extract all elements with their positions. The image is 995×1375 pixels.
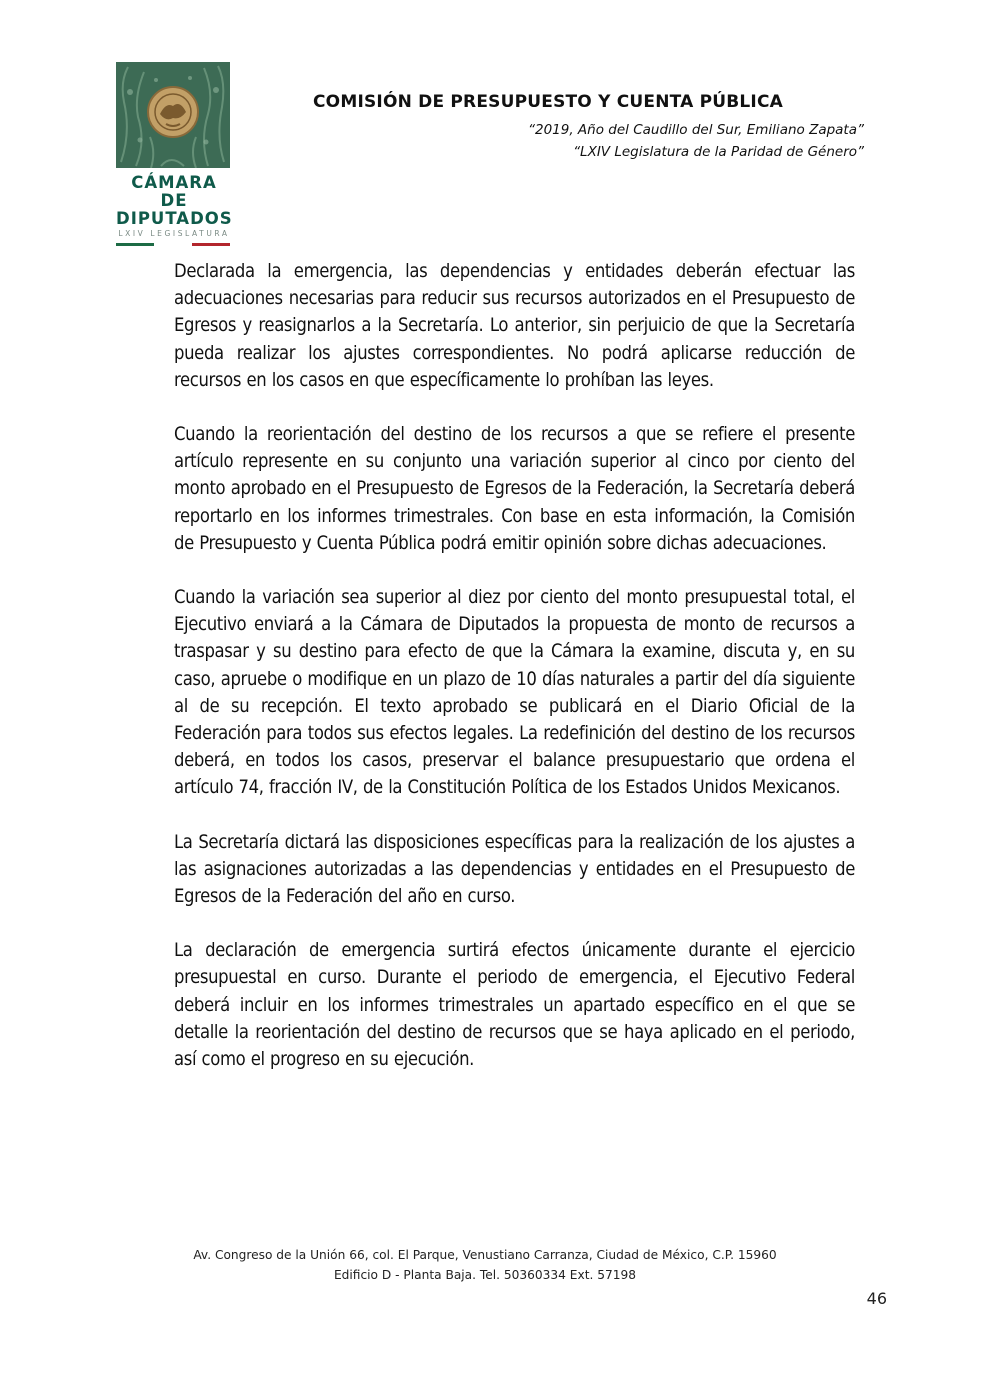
logo-name-line-1: CÁMARA DE <box>131 173 217 210</box>
chamber-logo <box>116 62 232 246</box>
document-body <box>174 258 855 1100</box>
footer-address-line-2: Edificio D - Planta Baja. Tel. 50360334 Ext. 57198 <box>333 1268 637 1282</box>
logo-subtitle: LXIV LEGISLATURA <box>118 229 230 238</box>
footer-address <box>150 1245 820 1285</box>
page-number: 46 <box>866 1289 887 1308</box>
paragraph: Cuando la variación sea superior al diez por ciento del monto presupuestal total, el Ejecutivo enviará a la Cámara de Diputados la propuesta de monto de recursos a traspasar y su destino para efecto de que la Cámara la examine, discuta y, en su caso, apruebe o modifique en un plazo de 10 días naturales a partir del día siguiente al de su recepción. El texto aprobado se publicará en el Diario Oficial de la Federación para todos sus efectos legales. La redefinición del destino de los recursos deberá, en todos los casos, preservar el balance presupuestario que ordena el artículo 74, fracción IV, de la Constitución Política de los Estados Unidos Mexicanos. <box>174 587 855 799</box>
legislature-motto: “LXIV Legislatura de la Paridad de Género” <box>573 144 864 160</box>
flag-stripe <box>116 243 232 246</box>
national-emblem-icon <box>116 62 230 168</box>
paragraph: Cuando la reorientación del destino de los recursos a que se refiere el presente artículo represente en su conjunto una variación superior al cinco por ciento del monto aprobado en el Presupuesto de Egresos de la Federación, la Secretaría deberá reportarlo en los informes trimestrales. Con base en esta información, la Comisión de Presupuesto y Cuenta Pública podrá emitir opinión sobre dichas adecuaciones. <box>174 424 855 554</box>
logo-name-line-2: DIPUTADOS <box>116 209 233 228</box>
paragraph: Declarada la emergencia, las dependencias y entidades deberán efectuar las adecuaciones necesarias para reducir sus recursos autorizados en el Presupuesto de Egresos y reasignarlos a la Secretaría. Lo anterior, sin perjuicio de que la Secretaría pueda realizar los ajustes correspondientes. No podrá aplicarse reducción de recursos en los casos en que específicamente lo prohíban las leyes. <box>174 261 855 391</box>
commission-title: COMISIÓN DE PRESUPUESTO Y CUENTA PÚBLICA <box>313 92 783 112</box>
paragraph: La Secretaría dictará las disposiciones específicas para la realización de los ajustes a las asignaciones autorizadas a las dependencias y entidades en el Presupuesto de Egresos de la Federación del año en curso. <box>174 831 855 908</box>
footer-address-line-1: Av. Congreso de la Unión 66, col. El Parque, Venustiano Carranza, Ciudad de México, C.P. 15960 <box>193 1248 777 1262</box>
year-motto: “2019, Año del Caudillo del Sur, Emiliano Zapata” <box>528 122 864 138</box>
paragraph: La declaración de emergencia surtirá efectos únicamente durante el ejercicio presupuestal en curso. Durante el periodo de emergencia, el Ejecutivo Federal deberá incluir en los informes trimestrales un apartado específico en el que se detalle la reorientación del destino de recursos que se haya aplicado en el periodo, así como el progreso en su ejecución. <box>174 940 855 1071</box>
